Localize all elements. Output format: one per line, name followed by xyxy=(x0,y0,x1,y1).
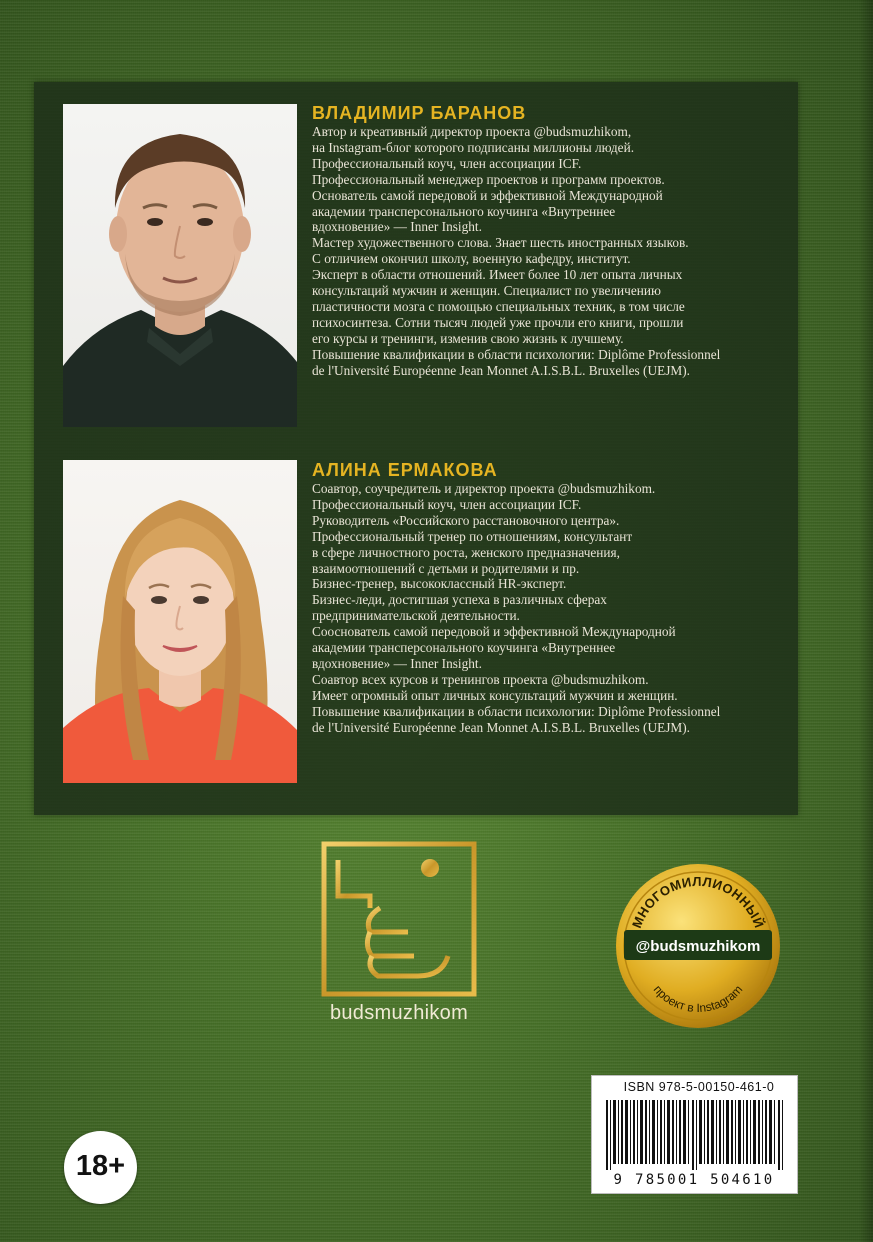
logo-mark-icon xyxy=(318,838,480,1000)
bio-line: взаимоотношений с детьми и родителями и пр. xyxy=(312,560,580,576)
author-bio-vladimir xyxy=(312,124,792,379)
bio-line: Эксперт в области отношений. Имеет более 10 лет опыта личных xyxy=(312,267,683,283)
isbn-barcode-panel xyxy=(591,1075,798,1194)
bio-line: Профессиональный коуч, член ассоциации ICF. xyxy=(312,155,582,171)
medal-top-arc: МНОГОМИЛЛИОННЫЙ xyxy=(629,873,767,931)
bio-line: Имеет огромный опыт личных консультаций мужчин и женщин. xyxy=(312,687,678,703)
project-medal-badge xyxy=(612,860,784,1032)
author-bio-alina xyxy=(312,481,792,736)
bio-line: на Instagram-блог которого подписаны миллионы людей. xyxy=(312,139,635,155)
bio-line: Профессиональный коуч, член ассоциации ICF. xyxy=(312,496,582,512)
bio-line: Сооснователь самой передовой и эффективной Международной xyxy=(312,624,676,640)
bio-line: Повышение квалификации в области психологии: Diplôme Professionnel xyxy=(312,703,721,719)
bio-line: Автор и креативный директор проекта @budsmuzhikom, xyxy=(312,124,632,139)
bio-line: в сфере личностного роста, женского предназначения, xyxy=(312,544,620,560)
bio-line: Бизнес-леди, достигшая успеха в различных сферах xyxy=(312,592,607,608)
author-photo-vladimir xyxy=(63,104,297,427)
bio-line: de l'Université Européenne Jean Monnet A.I.S.B.L. Bruxelles (UEJM). xyxy=(312,719,690,735)
bio-line: С отличием окончил школу, военную кафедру, институт. xyxy=(312,251,631,267)
logo-caption: budsmuzhikom xyxy=(329,1002,469,1024)
bio-line: Руководитель «Российского расстановочного центра». xyxy=(312,512,620,528)
bio-line: Мастер художественного слова. Знает шесть иностранных языков. xyxy=(312,235,689,251)
cover-spine-edge xyxy=(859,0,873,1242)
age-rating-badge xyxy=(64,1131,137,1204)
portrait-woman-image xyxy=(63,460,297,783)
bio-line: вдохновение» — Inner Insight. xyxy=(312,219,482,235)
bio-line: Повышение квалификации в области психологии: Diplôme Professionnel xyxy=(312,346,721,362)
bio-line: Профессиональный менеджер проектов и программ проектов. xyxy=(312,171,665,187)
bio-line: de l'Université Européenne Jean Monnet A.I.S.B.L. Bruxelles (UEJM). xyxy=(312,362,690,378)
bio-line: Соавтор всех курсов и тренингов проекта @budsmuzhikom. xyxy=(312,671,649,687)
bio-line: Основатель самой передовой и эффективной Международной xyxy=(312,187,663,203)
portrait-man-image xyxy=(63,104,297,427)
author-photo-alina xyxy=(63,460,297,783)
bio-line: Бизнес-тренер, высококлассный HR-эксперт. xyxy=(312,576,567,592)
barcode-digits: 9 785001 504610 xyxy=(613,1172,775,1188)
age-rating-label: 18+ xyxy=(75,1150,126,1182)
bio-line: академии трансперсонального коучинга «Внутреннее xyxy=(312,203,616,219)
bio-line: психосинтеза. Сотни тысяч людей уже прочли его книги, прошли xyxy=(312,314,684,330)
bio-line: академии трансперсонального коучинга «Внутреннее xyxy=(312,640,616,656)
barcode-icon xyxy=(604,1100,786,1170)
budsmuzhikom-logo xyxy=(318,838,480,1000)
bio-line: вдохновение» — Inner Insight. xyxy=(312,655,482,671)
bio-line: пластичности мозга с помощью специальных техник, в том числе xyxy=(312,298,685,314)
isbn-number: ISBN 978-5-00150-461-0 xyxy=(623,1080,775,1094)
medal-handle: @budsmuzhikom xyxy=(635,938,761,955)
author-name-vladimir: ВЛАДИМИР БАРАНОВ xyxy=(312,103,527,123)
medal-seal-icon xyxy=(612,860,784,1032)
bio-line: консультаций мужчин и женщин. Специалист по увеличению xyxy=(312,283,661,299)
author-name-alina: АЛИНА ЕРМАКОВА xyxy=(312,460,498,480)
bio-line: его курсы и тренинги, изменив свою жизнь к лучшему. xyxy=(312,330,624,346)
bio-line: Соавтор, соучредитель и директор проекта @budsmuzhikom. xyxy=(312,481,656,496)
bio-line: предпринимательской деятельности. xyxy=(312,608,520,624)
medal-bottom-arc: проект в Instagram xyxy=(650,982,746,1016)
bio-line: Профессиональный тренер по отношениям, консультант xyxy=(312,528,633,544)
